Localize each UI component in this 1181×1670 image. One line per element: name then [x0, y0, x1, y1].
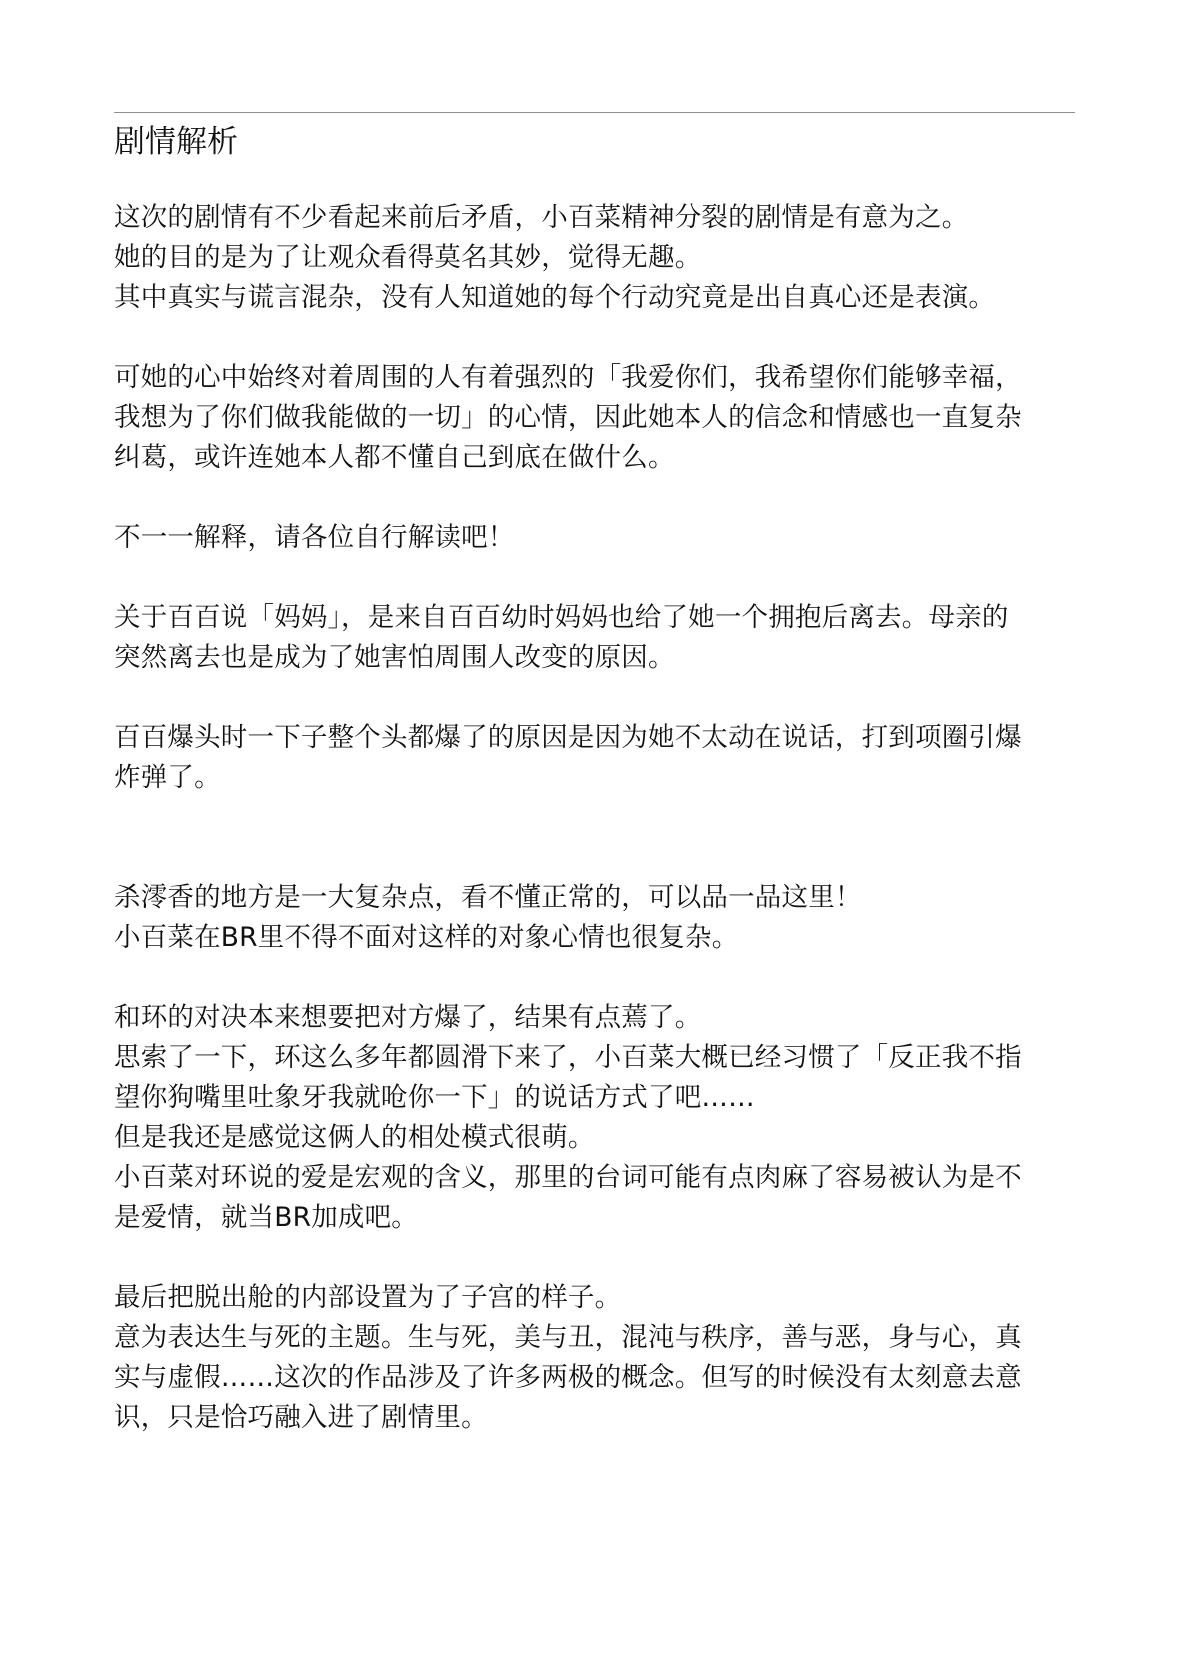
paragraph-line: 纠葛，或许连她本人都不懂自己到底在做什么。	[114, 442, 675, 473]
paragraph-line: 实与虚假……这次的作品涉及了许多两极的概念。但写的时候没有太刻意去意	[114, 1362, 1022, 1393]
paragraph-line: 可她的心中始终对着周围的人有着强烈的「我爱你们，我希望你们能够幸福，	[114, 362, 1022, 393]
paragraph-line: 意为表达生与死的主题。生与死，美与丑，混沌与秩序，善与恶，身与心，真	[114, 1322, 1022, 1353]
top-divider	[114, 112, 1075, 113]
paragraph-line: 其中真实与谎言混杂，没有人知道她的每个行动究竟是出自真心还是表演。	[114, 282, 996, 313]
paragraph-line: 百百爆头时一下子整个头都爆了的原因是因为她不太动在说话，打到项圈引爆	[114, 722, 1022, 753]
paragraph-line: 突然离去也是成为了她害怕周围人改变的原因。	[114, 642, 675, 673]
paragraph-line: 不一一解释，请各位自行解读吧！	[114, 522, 515, 553]
page-title: 剧情解析	[114, 124, 238, 160]
paragraph-line: 炸弹了。	[114, 762, 221, 793]
paragraph-line: 和环的对决本来想要把对方爆了，结果有点蔫了。	[114, 1002, 702, 1033]
paragraph-line: 望你狗嘴里吐象牙我就呛你一下」的说话方式了吧……	[114, 1082, 755, 1113]
paragraph-line: 她的目的是为了让观众看得莫名其妙，觉得无趣。	[114, 242, 702, 273]
paragraph-line: 关于百百说「妈妈」，是来自百百幼时妈妈也给了她一个拥抱后离去。母亲的	[114, 602, 1009, 633]
paragraph-line: 思索了一下，环这么多年都圆滑下来了，小百菜大概已经习惯了「反正我不指	[114, 1042, 1022, 1073]
paragraph-line: 是爱情，就当BR加成吧。	[114, 1202, 418, 1233]
paragraph-line: 识，只是恰巧融入进了剧情里。	[114, 1402, 488, 1433]
paragraph-line: 小百菜对环说的爱是宏观的含义，那里的台词可能有点肉麻了容易被认为是不	[114, 1162, 1022, 1193]
paragraph-line: 这次的剧情有不少看起来前后矛盾，小百菜精神分裂的剧情是有意为之。	[114, 202, 969, 233]
paragraph-line: 最后把脱出舱的内部设置为了子宫的样子。	[114, 1282, 622, 1313]
paragraph-line: 但是我还是感觉这俩人的相处模式很萌。	[114, 1122, 595, 1153]
paragraph-line: 小百菜在BR里不得不面对这样的对象心情也很复杂。	[114, 922, 739, 953]
paragraph-line: 我想为了你们做我能做的一切」的心情，因此她本人的信念和情感也一直复杂	[114, 402, 1022, 433]
paragraph-line: 杀澪香的地方是一大复杂点，看不懂正常的，可以品一品这里！	[114, 882, 862, 913]
